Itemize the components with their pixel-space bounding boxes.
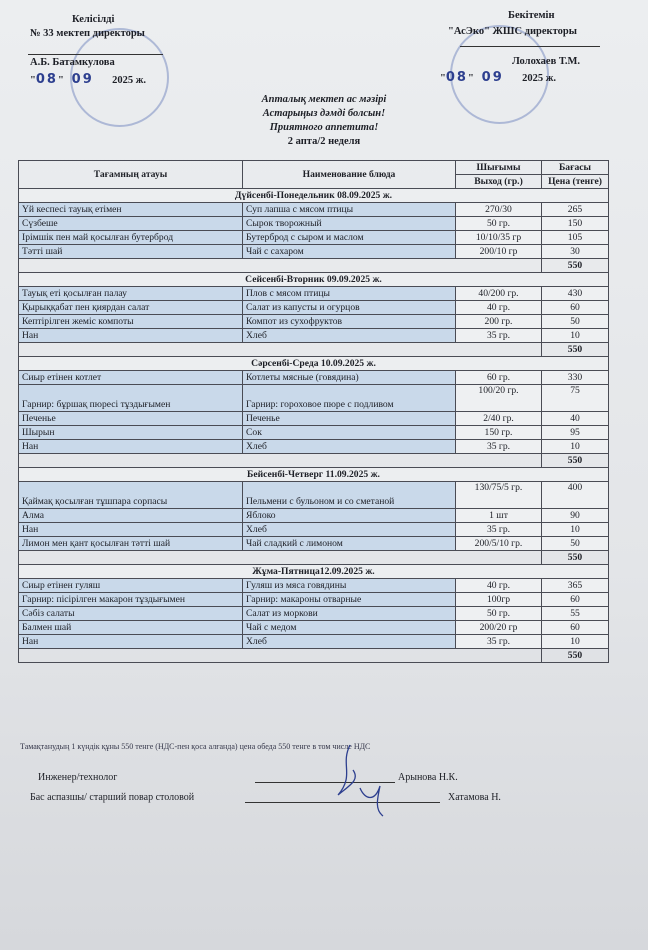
menu-item-row <box>19 245 609 259</box>
dish-output: 1 шт <box>456 509 542 523</box>
dish-name-ru: Гарнир: гороховое пюре с подливом <box>243 385 456 412</box>
right-signature-line <box>460 46 600 47</box>
left-date-day: 08 <box>35 72 58 87</box>
dish-name-kz: Сүзбеше <box>19 217 243 231</box>
dish-output: 200/20 гр <box>456 621 542 635</box>
dish-output: 35 гр. <box>456 329 542 343</box>
dish-name-kz: Үй кеспесі тауық етімен <box>19 203 243 217</box>
dish-price: 265 <box>542 203 609 217</box>
dish-output: 200/10 гр <box>456 245 542 259</box>
dish-price: 10 <box>542 635 609 649</box>
menu-item-row <box>19 635 609 649</box>
left-signature-line <box>28 54 163 55</box>
dish-output: 50 гр. <box>456 607 542 621</box>
menu-item-row <box>19 203 609 217</box>
col-header-ru: Наименование блюда <box>243 161 456 189</box>
title-line-4: 2 апта/2 неделя <box>287 136 361 147</box>
dish-name-ru: Хлеб <box>243 440 456 454</box>
dish-name-kz: Нан <box>19 523 243 537</box>
dish-name-kz: Нан <box>19 329 243 343</box>
dish-price: 75 <box>542 385 609 412</box>
menu-item-row <box>19 329 609 343</box>
dish-price: 10 <box>542 523 609 537</box>
dish-name-ru: Хлеб <box>243 635 456 649</box>
dish-price: 365 <box>542 579 609 593</box>
menu-item-row <box>19 579 609 593</box>
right-date: "08" 09 2025 ж. <box>440 70 556 85</box>
dish-name-ru: Котлеты мясные (говядина) <box>243 371 456 385</box>
dish-price: 55 <box>542 607 609 621</box>
dish-output: 200/5/10 гр. <box>456 537 542 551</box>
title-line-3: Приятного аппетита! <box>269 122 379 133</box>
dish-price: 60 <box>542 301 609 315</box>
dish-name-ru: Печенье <box>243 412 456 426</box>
total-spacer <box>19 454 542 468</box>
dish-name-kz: Тәтті шай <box>19 245 243 259</box>
dish-name-ru: Гуляш из мяса говядины <box>243 579 456 593</box>
right-date-month: 09 <box>481 70 504 85</box>
day-total-row <box>19 343 609 357</box>
chef-signature <box>355 780 405 820</box>
title-line-2: Астарыңыз дәмді болсын! <box>262 108 386 119</box>
dish-name-kz: Тауық еті қосылған палау <box>19 287 243 301</box>
dish-price: 10 <box>542 329 609 343</box>
menu-item-row <box>19 621 609 635</box>
dish-name-kz: Қырыққабат пен қиярдан салат <box>19 301 243 315</box>
left-date: "08" 09 2025 ж. <box>30 72 146 87</box>
right-approved-label: Бекітемін <box>508 10 555 21</box>
dish-output: 10/10/35 гр <box>456 231 542 245</box>
left-signer-name: А.Б. Батамкулова <box>30 57 115 68</box>
dish-name-ru: Салат из капусты и огурцов <box>243 301 456 315</box>
dish-name-kz: Гарнир: пісірілген макарон тұздығымен <box>19 593 243 607</box>
dish-price: 50 <box>542 537 609 551</box>
dish-name-kz: Лимон мен қант қосылған тәтті шай <box>19 537 243 551</box>
dish-name-ru: Яблоко <box>243 509 456 523</box>
dish-output: 100/20 гр. <box>456 385 542 412</box>
day-total: 550 <box>542 649 609 663</box>
left-approved-label: Келісілді <box>72 14 115 25</box>
col-header-kz: Тағамның атауы <box>19 161 243 189</box>
menu-item-row <box>19 412 609 426</box>
day-header-row <box>19 273 609 287</box>
dish-name-ru: Суп лапша с мясом птицы <box>243 203 456 217</box>
dish-name-kz: Алма <box>19 509 243 523</box>
dish-name-kz: Балмен шай <box>19 621 243 635</box>
dish-output: 60 гр. <box>456 371 542 385</box>
dish-price: 60 <box>542 593 609 607</box>
day-title: Сәрсенбі-Среда 10.09.2025 ж. <box>19 357 609 371</box>
col-header-output-ru: Выход (гр.) <box>456 175 542 189</box>
menu-item-row <box>19 426 609 440</box>
left-position: № 33 мектеп директоры <box>30 28 145 39</box>
day-total: 550 <box>542 343 609 357</box>
dish-price: 150 <box>542 217 609 231</box>
total-spacer <box>19 551 542 565</box>
menu-item-row <box>19 607 609 621</box>
menu-item-row <box>19 217 609 231</box>
menu-item-row <box>19 385 609 412</box>
dish-name-ru: Чай с сахаром <box>243 245 456 259</box>
dish-price: 95 <box>542 426 609 440</box>
dish-output: 35 гр. <box>456 440 542 454</box>
dish-output: 50 гр. <box>456 217 542 231</box>
dish-output: 130/75/5 гр. <box>456 482 542 509</box>
dish-name-ru: Чай сладкий с лимоном <box>243 537 456 551</box>
day-header-row <box>19 189 609 203</box>
day-title: Сейсенбі-Вторник 09.09.2025 ж. <box>19 273 609 287</box>
engineer-label: Инженер/технолог <box>38 772 118 783</box>
day-total-row <box>19 454 609 468</box>
right-position: "АсЭко" ЖШС директоры <box>448 26 577 37</box>
dish-price: 105 <box>542 231 609 245</box>
dish-name-ru: Плов с мясом птицы <box>243 287 456 301</box>
day-header-row <box>19 468 609 482</box>
chef-name: Хатамова Н. <box>448 792 501 803</box>
menu-item-row <box>19 315 609 329</box>
dish-name-kz: Сиыр етінен котлет <box>19 371 243 385</box>
dish-name-kz: Печенье <box>19 412 243 426</box>
day-total: 550 <box>542 454 609 468</box>
dish-price: 40 <box>542 412 609 426</box>
left-date-year: 2025 ж. <box>112 75 146 86</box>
dish-price: 50 <box>542 315 609 329</box>
dish-output: 35 гр. <box>456 523 542 537</box>
dish-name-ru: Бутерброд с сыром и маслом <box>243 231 456 245</box>
dish-output: 2/40 гр. <box>456 412 542 426</box>
dish-name-ru: Сырок творожный <box>243 217 456 231</box>
total-spacer <box>19 649 542 663</box>
title-line-1: Апталық мектеп ас мәзірі <box>261 94 387 105</box>
day-total-row <box>19 649 609 663</box>
engineer-name: Арынова Н.К. <box>398 772 458 783</box>
col-header-price-ru: Цена (тенге) <box>542 175 609 189</box>
chef-label: Бас аспазшы/ старший повар столовой <box>30 792 195 803</box>
dish-name-kz: Шырын <box>19 426 243 440</box>
menu-body <box>19 189 609 663</box>
dish-output: 270/30 <box>456 203 542 217</box>
menu-item-row <box>19 371 609 385</box>
menu-item-row <box>19 231 609 245</box>
day-total-row <box>19 259 609 273</box>
dish-name-kz: Кептірілген жеміс компоты <box>19 315 243 329</box>
dish-price: 330 <box>542 371 609 385</box>
dish-name-kz: Сиыр етінен гуляш <box>19 579 243 593</box>
right-signer-name: Лолохаев Т.М. <box>512 56 580 67</box>
dish-output: 40 гр. <box>456 301 542 315</box>
dish-name-ru: Хлеб <box>243 523 456 537</box>
dish-name-kz: Нан <box>19 635 243 649</box>
day-title: Бейсенбі-Четверг 11.09.2025 ж. <box>19 468 609 482</box>
day-title: Жұма-Пятница12.09.2025 ж. <box>19 565 609 579</box>
dish-price: 90 <box>542 509 609 523</box>
menu-item-row <box>19 301 609 315</box>
dish-name-kz: Гарнир: бұршақ пюресі тұздығымен <box>19 385 243 412</box>
dish-name-ru: Компот из сухофруктов <box>243 315 456 329</box>
dish-name-kz: Сәбіз салаты <box>19 607 243 621</box>
right-date-year: 2025 ж. <box>522 73 556 84</box>
dish-name-kz: Нан <box>19 440 243 454</box>
day-header-row <box>19 357 609 371</box>
menu-item-row <box>19 482 609 509</box>
menu-item-row <box>19 537 609 551</box>
day-header-row <box>19 565 609 579</box>
col-header-output-kz: Шығымы <box>456 161 542 175</box>
dish-output: 150 гр. <box>456 426 542 440</box>
total-spacer <box>19 343 542 357</box>
left-date-month: 09 <box>71 72 94 87</box>
menu-item-row <box>19 440 609 454</box>
dish-output: 35 гр. <box>456 635 542 649</box>
dish-name-ru: Хлеб <box>243 329 456 343</box>
day-total: 550 <box>542 259 609 273</box>
right-date-day: 08 <box>445 70 468 85</box>
dish-output: 100гр <box>456 593 542 607</box>
dish-name-ru: Салат из моркови <box>243 607 456 621</box>
dish-name-kz: Қаймақ қосылған тұшпара сорпасы <box>19 482 243 509</box>
day-total-row <box>19 551 609 565</box>
dish-output: 200 гр. <box>456 315 542 329</box>
menu-item-row <box>19 593 609 607</box>
day-total: 550 <box>542 551 609 565</box>
menu-item-row <box>19 287 609 301</box>
dish-output: 40/200 гр. <box>456 287 542 301</box>
dish-name-ru: Сок <box>243 426 456 440</box>
dish-output: 40 гр. <box>456 579 542 593</box>
menu-item-row <box>19 509 609 523</box>
dish-name-kz: Ірімшік пен май қосылған бутерброд <box>19 231 243 245</box>
col-header-price-kz: Бағасы <box>542 161 609 175</box>
menu-item-row <box>19 523 609 537</box>
dish-name-ru: Чай с медом <box>243 621 456 635</box>
dish-price: 30 <box>542 245 609 259</box>
dish-name-ru: Гарнир: макароны отварные <box>243 593 456 607</box>
menu-table <box>18 160 609 663</box>
dish-price: 10 <box>542 440 609 454</box>
dish-price: 60 <box>542 621 609 635</box>
total-spacer <box>19 259 542 273</box>
dish-name-ru: Пельмени с бульоном и со сметаной <box>243 482 456 509</box>
dish-price: 430 <box>542 287 609 301</box>
price-note: Тамақтанудың 1 күндік құны 550 тенге (НДС-пен қоса алғанда) цена обеда 550 тенге в том числе НДС <box>20 742 371 751</box>
dish-price: 400 <box>542 482 609 509</box>
day-title: Дүйсенбі-Понедельник 08.09.2025 ж. <box>19 189 609 203</box>
